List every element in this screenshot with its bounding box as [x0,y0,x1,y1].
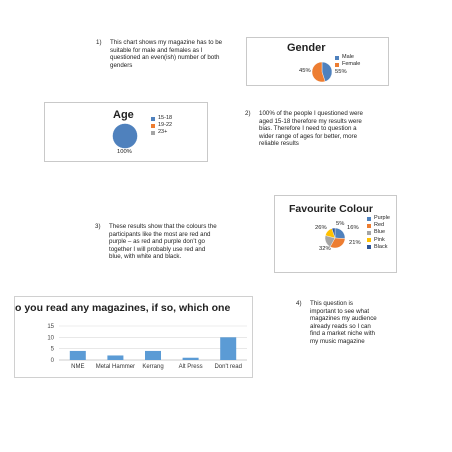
pie-label-male: 45% [299,68,311,74]
age-pie [112,123,138,149]
chart-title: Age [113,109,134,121]
note-text: 100% of the people I questioned were aged 15-18 therefore my results were bias. Therefore I need to question a wider range of ages for better, more reliable results [259,110,363,148]
x-tick-label: Alt Press [178,364,203,370]
note-number: 3) [95,223,101,230]
pie-label-black: 5% [336,221,345,227]
y-tick-label: 5 [50,346,54,353]
legend-item: 19-22 [151,122,172,129]
gender-pie [311,61,333,83]
favourite-colour-chart [274,195,397,273]
pie-slice-purple [335,228,345,239]
pie-label-blue: 21% [349,240,361,246]
note-text: These results show that the colours the participants like the most are red and purple – as red and purple don’t go together I will probably use red and blue, with white and black. [109,223,217,261]
y-tick-label: 0 [50,358,54,364]
pie-label-pink: 16% [347,225,359,231]
bar-plot [15,297,252,377]
legend [367,215,390,251]
legend-item: Black [367,244,390,251]
note-3 [95,223,260,263]
x-tick-label: Kerrang [142,364,164,370]
pie-label-purple: 26% [315,225,327,231]
legend-item: 15-18 [151,115,172,122]
chart-title: Favourite Colour [289,203,374,215]
note-1 [96,39,256,71]
legend [151,115,172,137]
y-tick-label: 10 [47,335,54,342]
note-text: This chart shows my magazine has to be suitable for male and females as I questioned an even(ish) number of both genders [110,39,223,69]
age-chart [44,102,208,162]
magazines-bar-chart [14,296,253,378]
note-number: 1) [96,39,102,46]
chart-title: o you read any magazines, if so, which one [15,302,231,314]
note-4 [296,300,406,348]
x-tick-label: Don't read [214,364,242,370]
x-tick-label: Metal Hammer [95,364,136,370]
pie-slice-15-18 [113,124,138,149]
bar-kerrang [145,351,161,360]
legend-item: Pink [367,237,390,244]
legend-item: Male [335,54,360,61]
chart-title: Gender [287,42,326,54]
legend-item: Female [335,61,360,68]
gender-chart [246,37,389,86]
legend-item: Purple [367,215,390,222]
bar-don-t-read [220,337,236,360]
pie-label-red: 32% [319,246,331,252]
bar-nme [70,351,86,360]
x-tick-label: NME [71,364,85,370]
note-number: 2) [245,110,251,117]
note-2 [245,110,405,150]
pie-label-female: 55% [335,69,347,75]
legend-item: Red [367,222,390,229]
legend-item: 23+ [151,129,172,136]
legend-item: Blue [367,229,390,236]
note-text: This question is important to see what magazines my audience already reads so I can find a market niche with my music magazine [310,300,377,345]
pie-label-15-18: 100% [117,149,132,155]
bar-alt-press [183,358,199,360]
note-number: 4) [296,300,302,307]
legend [335,54,360,68]
bar-metal-hammer [107,355,123,360]
y-tick-label: 15 [47,324,54,330]
